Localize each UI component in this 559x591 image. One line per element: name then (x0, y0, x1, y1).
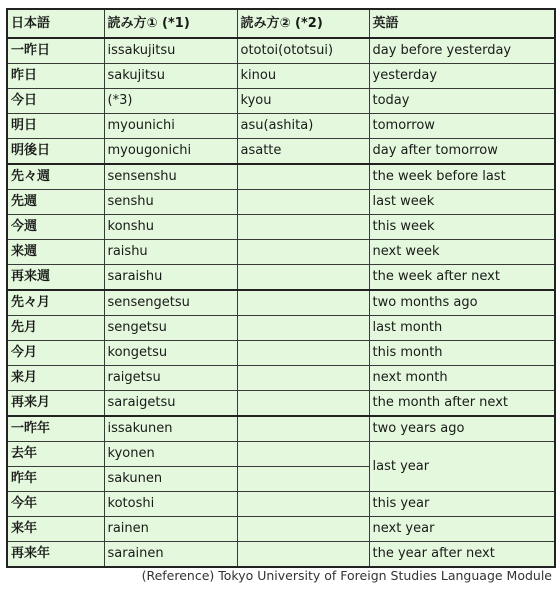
vocabulary-table (6, 8, 556, 568)
header-row (7, 9, 555, 38)
table-row (7, 114, 555, 139)
cell-japanese: 今年 (7, 492, 104, 517)
cell-reading-2 (237, 391, 369, 417)
cell-english: day after tomorrow (369, 139, 555, 165)
cell-english: this month (369, 341, 555, 366)
cell-reading-1: raishu (104, 240, 237, 265)
cell-reading-2 (237, 416, 369, 442)
cell-english: yesterday (369, 64, 555, 89)
cell-reading-2 (237, 164, 369, 190)
cell-reading-1: saraishu (104, 265, 237, 291)
cell-reading-2: ototoi(ototsui) (237, 38, 369, 64)
cell-japanese: 今週 (7, 215, 104, 240)
cell-reading-1: sengetsu (104, 316, 237, 341)
table-row (7, 139, 555, 165)
cell-japanese: 来年 (7, 517, 104, 542)
cell-reading-1: kotoshi (104, 492, 237, 517)
cell-reading-2 (237, 517, 369, 542)
table-row (7, 316, 555, 341)
header-english: 英語 (369, 9, 555, 38)
cell-reading-1: sensengetsu (104, 290, 237, 316)
cell-japanese: 一昨日 (7, 38, 104, 64)
cell-reading-2: kinou (237, 64, 369, 89)
cell-reading-2 (237, 542, 369, 568)
cell-japanese: 昨日 (7, 64, 104, 89)
cell-reading-1: kyonen (104, 442, 237, 467)
cell-english: last year (369, 442, 555, 492)
cell-reading-2: kyou (237, 89, 369, 114)
table-row (7, 391, 555, 417)
cell-english: today (369, 89, 555, 114)
cell-reading-2 (237, 366, 369, 391)
cell-japanese: 来月 (7, 366, 104, 391)
cell-reading-1: senshu (104, 190, 237, 215)
cell-english: next week (369, 240, 555, 265)
reference-note: (Reference) Tokyo University of Foreign Studies Language Module (141, 568, 552, 583)
cell-english: next year (369, 517, 555, 542)
cell-reading-1: saraigetsu (104, 391, 237, 417)
table-row (7, 89, 555, 114)
table-row (7, 341, 555, 366)
cell-english: the year after next (369, 542, 555, 568)
table-row (7, 542, 555, 568)
cell-japanese: 昨年 (7, 467, 104, 492)
table-row (7, 366, 555, 391)
table-body (7, 38, 555, 567)
cell-japanese: 今月 (7, 341, 104, 366)
cell-reading-2 (237, 341, 369, 366)
cell-english: two months ago (369, 290, 555, 316)
cell-reading-1: issakunen (104, 416, 237, 442)
cell-english: day before yesterday (369, 38, 555, 64)
cell-japanese: 去年 (7, 442, 104, 467)
table-row (7, 190, 555, 215)
cell-english: the month after next (369, 391, 555, 417)
cell-japanese: 先々週 (7, 164, 104, 190)
cell-reading-1: myounichi (104, 114, 237, 139)
cell-reading-2 (237, 467, 369, 492)
cell-english: two years ago (369, 416, 555, 442)
cell-english: the week before last (369, 164, 555, 190)
cell-japanese: 再来週 (7, 265, 104, 291)
header-reading-2: 読み方② (*2) (237, 9, 369, 38)
cell-japanese: 来週 (7, 240, 104, 265)
cell-reading-2: asatte (237, 139, 369, 165)
cell-reading-1: sarainen (104, 542, 237, 568)
table-row (7, 215, 555, 240)
cell-english: this year (369, 492, 555, 517)
table-row (7, 38, 555, 64)
cell-reading-1: sakujitsu (104, 64, 237, 89)
cell-reading-1: (*3) (104, 89, 237, 114)
cell-japanese: 先月 (7, 316, 104, 341)
cell-english: tomorrow (369, 114, 555, 139)
cell-japanese: 今日 (7, 89, 104, 114)
cell-japanese: 明後日 (7, 139, 104, 165)
table-row (7, 416, 555, 442)
cell-reading-1: kongetsu (104, 341, 237, 366)
cell-japanese: 再来年 (7, 542, 104, 568)
table-row (7, 64, 555, 89)
table-row (7, 442, 555, 467)
cell-english: last month (369, 316, 555, 341)
cell-japanese: 先週 (7, 190, 104, 215)
cell-english: last week (369, 190, 555, 215)
cell-english: next month (369, 366, 555, 391)
cell-reading-2 (237, 290, 369, 316)
cell-reading-1: issakujitsu (104, 38, 237, 64)
cell-reading-1: raigetsu (104, 366, 237, 391)
cell-reading-2 (237, 492, 369, 517)
table-row (7, 290, 555, 316)
cell-reading-1: rainen (104, 517, 237, 542)
table-row (7, 240, 555, 265)
table-row (7, 492, 555, 517)
cell-japanese: 先々月 (7, 290, 104, 316)
cell-reading-1: sensenshu (104, 164, 237, 190)
cell-reading-1: sakunen (104, 467, 237, 492)
cell-english: the week after next (369, 265, 555, 291)
cell-reading-2 (237, 316, 369, 341)
cell-reading-1: myougonichi (104, 139, 237, 165)
cell-japanese: 明日 (7, 114, 104, 139)
cell-japanese: 再来月 (7, 391, 104, 417)
cell-reading-2: asu(ashita) (237, 114, 369, 139)
cell-reading-2 (237, 265, 369, 291)
cell-reading-2 (237, 190, 369, 215)
header-reading-1: 読み方① (*1) (104, 9, 237, 38)
table-row (7, 265, 555, 291)
cell-reading-2 (237, 215, 369, 240)
cell-english: this week (369, 215, 555, 240)
cell-reading-2 (237, 240, 369, 265)
cell-japanese: 一昨年 (7, 416, 104, 442)
header-japanese: 日本語 (7, 9, 104, 38)
table-row (7, 517, 555, 542)
table-row (7, 164, 555, 190)
cell-reading-2 (237, 442, 369, 467)
cell-reading-1: konshu (104, 215, 237, 240)
